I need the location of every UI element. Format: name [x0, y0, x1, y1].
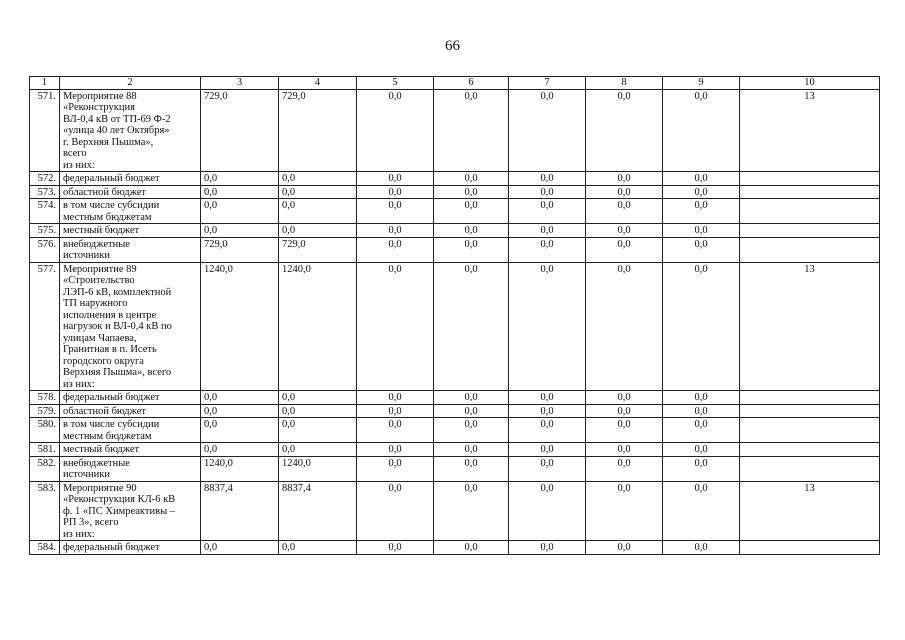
- description-line: федеральный бюджет: [63, 173, 160, 184]
- description-line: Гранитная в п. Исеть: [63, 344, 157, 355]
- cell-col-4: 0,0: [279, 418, 357, 443]
- cell-col-8: 0,0: [586, 185, 663, 199]
- cell-col-5: 0,0: [357, 404, 434, 418]
- cell-col-9: 0,0: [663, 224, 740, 238]
- row-description: [60, 185, 201, 199]
- cell-col-7: 0,0: [509, 172, 586, 186]
- cell-col-10: [740, 172, 880, 186]
- cell-col-3: 729,0: [201, 89, 279, 172]
- cell-col-6: 0,0: [434, 199, 509, 224]
- row-description: [60, 443, 201, 457]
- cell-col-8: 0,0: [586, 89, 663, 172]
- cell-col-9: 0,0: [663, 443, 740, 457]
- description-line: в том числе субсидии: [63, 200, 160, 211]
- row-number: 574.: [30, 199, 60, 224]
- cell-col-5: 0,0: [357, 172, 434, 186]
- description-line: «Реконструкция КЛ-6 кВ: [63, 494, 176, 505]
- column-header: 6: [434, 77, 509, 90]
- cell-col-9: 0,0: [663, 199, 740, 224]
- description-line: г. Верхняя Пышма»,: [63, 136, 154, 148]
- column-header: 1: [30, 77, 60, 90]
- description-line: Мероприятие 88: [63, 90, 137, 102]
- description-line: из них:: [63, 528, 95, 540]
- cell-col-6: 0,0: [434, 89, 509, 172]
- cell-col-5: 0,0: [357, 224, 434, 238]
- description-line: Мероприятие 90: [63, 482, 137, 494]
- cell-col-9: 0,0: [663, 185, 740, 199]
- cell-col-3: 1240,0: [201, 456, 279, 481]
- row-number: 583.: [30, 481, 60, 541]
- cell-col-7: 0,0: [509, 418, 586, 443]
- cell-col-9: 0,0: [663, 481, 740, 541]
- row-number: 573.: [30, 185, 60, 199]
- table-row: [30, 541, 880, 555]
- cell-col-7: 0,0: [509, 391, 586, 405]
- description-line: областной бюджет: [63, 186, 146, 198]
- table-row: [30, 89, 880, 172]
- cell-col-3: 0,0: [201, 199, 279, 224]
- cell-col-4: 8837,4: [279, 481, 357, 541]
- cell-col-6: 0,0: [434, 443, 509, 457]
- description-line: нагрузок и ВЛ-0,4 кВ по: [63, 321, 172, 332]
- cell-col-6: 0,0: [434, 541, 509, 555]
- cell-col-4: 0,0: [279, 185, 357, 199]
- cell-col-5: 0,0: [357, 418, 434, 443]
- cell-col-10: [740, 418, 880, 443]
- cell-col-6: 0,0: [434, 456, 509, 481]
- description-line: улицам Чапаева,: [63, 332, 137, 344]
- cell-col-5: 0,0: [357, 456, 434, 481]
- column-header: 8: [586, 77, 663, 90]
- cell-col-7: 0,0: [509, 199, 586, 224]
- cell-col-10: [740, 224, 880, 238]
- table-row: [30, 185, 880, 199]
- description-line: ф. 1 «ПС Химреактивы –: [63, 505, 175, 517]
- cell-col-10: 13: [740, 481, 880, 541]
- table-body: [30, 77, 880, 555]
- row-number: 580.: [30, 418, 60, 443]
- description-line: Верхняя Пышма», всего: [63, 367, 172, 378]
- cell-col-4: 0,0: [279, 404, 357, 418]
- cell-col-8: 0,0: [586, 404, 663, 418]
- column-header: 2: [60, 77, 201, 90]
- column-header: 10: [740, 77, 880, 90]
- cell-col-3: 0,0: [201, 541, 279, 555]
- page-number: 66: [445, 38, 460, 54]
- row-description: [60, 89, 201, 172]
- description-line: источники: [63, 469, 110, 480]
- table-row: [30, 391, 880, 405]
- cell-col-3: 729,0: [201, 237, 279, 262]
- cell-col-5: 0,0: [357, 481, 434, 541]
- description-line: внебюджетные: [63, 457, 130, 469]
- cell-col-4: 1240,0: [279, 456, 357, 481]
- cell-col-6: 0,0: [434, 262, 509, 391]
- cell-col-4: 729,0: [279, 89, 357, 172]
- cell-col-7: 0,0: [509, 443, 586, 457]
- row-description: [60, 237, 201, 262]
- cell-col-6: 0,0: [434, 224, 509, 238]
- cell-col-3: 0,0: [201, 418, 279, 443]
- table-row: [30, 418, 880, 443]
- cell-col-3: 8837,4: [201, 481, 279, 541]
- cell-col-7: 0,0: [509, 262, 586, 391]
- cell-col-9: 0,0: [663, 262, 740, 391]
- row-number: 577.: [30, 262, 60, 391]
- row-number: 579.: [30, 404, 60, 418]
- cell-col-9: 0,0: [663, 237, 740, 262]
- description-line: из них:: [63, 378, 95, 390]
- table-row: [30, 172, 880, 186]
- row-number: 571.: [30, 89, 60, 172]
- description-line: «Строительство: [63, 275, 135, 286]
- cell-col-5: 0,0: [357, 443, 434, 457]
- cell-col-3: 0,0: [201, 172, 279, 186]
- description-line: местный бюджет: [63, 225, 140, 236]
- budget-table: [29, 76, 880, 555]
- table-row: [30, 199, 880, 224]
- cell-col-6: 0,0: [434, 404, 509, 418]
- cell-col-3: 0,0: [201, 443, 279, 457]
- cell-col-4: 0,0: [279, 199, 357, 224]
- table-row: [30, 443, 880, 457]
- table-row: [30, 481, 880, 541]
- table-row: [30, 262, 880, 391]
- cell-col-5: 0,0: [357, 391, 434, 405]
- cell-col-7: 0,0: [509, 541, 586, 555]
- cell-col-9: 0,0: [663, 456, 740, 481]
- row-description: [60, 418, 201, 443]
- table-row: [30, 237, 880, 262]
- description-line: местным бюджетам: [63, 430, 152, 442]
- cell-col-8: 0,0: [586, 262, 663, 391]
- row-number: 581.: [30, 443, 60, 457]
- table-row: [30, 404, 880, 418]
- row-description: [60, 199, 201, 224]
- description-line: Мероприятие 89: [63, 263, 137, 275]
- cell-col-9: 0,0: [663, 541, 740, 555]
- row-description: [60, 541, 201, 555]
- cell-col-7: 0,0: [509, 185, 586, 199]
- description-line: «улица 40 лет Октября»: [63, 125, 170, 136]
- cell-col-7: 0,0: [509, 481, 586, 541]
- cell-col-10: [740, 456, 880, 481]
- description-line: РП 3», всего: [63, 517, 119, 528]
- cell-col-9: 0,0: [663, 418, 740, 443]
- table-row: [30, 456, 880, 481]
- cell-col-4: 0,0: [279, 443, 357, 457]
- description-line: областной бюджет: [63, 405, 146, 417]
- description-line: «Реконструкция: [63, 102, 135, 113]
- cell-col-4: 0,0: [279, 224, 357, 238]
- row-number: 576.: [30, 237, 60, 262]
- cell-col-8: 0,0: [586, 456, 663, 481]
- cell-col-10: 13: [740, 262, 880, 391]
- table-row: [30, 224, 880, 238]
- cell-col-10: [740, 391, 880, 405]
- column-header: 3: [201, 77, 279, 90]
- cell-col-4: 0,0: [279, 172, 357, 186]
- cell-col-10: [740, 185, 880, 199]
- row-number: 572.: [30, 172, 60, 186]
- cell-col-9: 0,0: [663, 404, 740, 418]
- description-line: в том числе субсидии: [63, 419, 160, 430]
- cell-col-6: 0,0: [434, 481, 509, 541]
- cell-col-10: [740, 443, 880, 457]
- cell-col-7: 0,0: [509, 456, 586, 481]
- description-line: местный бюджет: [63, 444, 140, 455]
- header-row: [30, 77, 880, 90]
- cell-col-8: 0,0: [586, 443, 663, 457]
- description-line: местным бюджетам: [63, 211, 152, 223]
- column-header: 4: [279, 77, 357, 90]
- cell-col-8: 0,0: [586, 172, 663, 186]
- description-line: внебюджетные: [63, 238, 130, 250]
- cell-col-4: 1240,0: [279, 262, 357, 391]
- cell-col-6: 0,0: [434, 418, 509, 443]
- cell-col-8: 0,0: [586, 237, 663, 262]
- cell-col-9: 0,0: [663, 391, 740, 405]
- cell-col-3: 0,0: [201, 391, 279, 405]
- row-description: [60, 224, 201, 238]
- row-description: [60, 391, 201, 405]
- cell-col-4: 729,0: [279, 237, 357, 262]
- row-number: 582.: [30, 456, 60, 481]
- cell-col-8: 0,0: [586, 418, 663, 443]
- cell-col-8: 0,0: [586, 199, 663, 224]
- description-line: ТП наружного: [63, 298, 128, 309]
- description-line: исполнения в центре: [63, 309, 157, 321]
- cell-col-3: 0,0: [201, 404, 279, 418]
- row-description: [60, 481, 201, 541]
- description-line: ЛЭП-6 кВ, комплектной: [63, 286, 172, 298]
- cell-col-7: 0,0: [509, 237, 586, 262]
- column-header: 5: [357, 77, 434, 90]
- cell-col-7: 0,0: [509, 404, 586, 418]
- row-number: 584.: [30, 541, 60, 555]
- cell-col-8: 0,0: [586, 481, 663, 541]
- row-description: [60, 456, 201, 481]
- description-line: городского округа: [63, 355, 144, 367]
- cell-col-9: 0,0: [663, 89, 740, 172]
- column-header: 9: [663, 77, 740, 90]
- cell-col-3: 0,0: [201, 185, 279, 199]
- cell-col-6: 0,0: [434, 237, 509, 262]
- cell-col-9: 0,0: [663, 172, 740, 186]
- cell-col-3: 0,0: [201, 224, 279, 238]
- row-description: [60, 262, 201, 391]
- column-header: 7: [509, 77, 586, 90]
- cell-col-10: [740, 199, 880, 224]
- cell-col-5: 0,0: [357, 199, 434, 224]
- cell-col-8: 0,0: [586, 391, 663, 405]
- cell-col-3: 1240,0: [201, 262, 279, 391]
- cell-col-10: [740, 404, 880, 418]
- description-line: источники: [63, 250, 110, 261]
- description-line: ВЛ-0,4 кВ от ТП-69 Ф-2: [63, 113, 171, 125]
- cell-col-6: 0,0: [434, 172, 509, 186]
- cell-col-8: 0,0: [586, 224, 663, 238]
- cell-col-5: 0,0: [357, 185, 434, 199]
- cell-col-8: 0,0: [586, 541, 663, 555]
- cell-col-6: 0,0: [434, 391, 509, 405]
- description-line: из них:: [63, 159, 95, 171]
- description-line: федеральный бюджет: [63, 392, 160, 403]
- cell-col-4: 0,0: [279, 541, 357, 555]
- cell-col-7: 0,0: [509, 224, 586, 238]
- row-number: 578.: [30, 391, 60, 405]
- cell-col-10: 13: [740, 89, 880, 172]
- cell-col-7: 0,0: [509, 89, 586, 172]
- description-line: федеральный бюджет: [63, 542, 160, 553]
- row-description: [60, 172, 201, 186]
- row-description: [60, 404, 201, 418]
- cell-col-5: 0,0: [357, 89, 434, 172]
- cell-col-5: 0,0: [357, 237, 434, 262]
- cell-col-5: 0,0: [357, 541, 434, 555]
- cell-col-5: 0,0: [357, 262, 434, 391]
- description-line: всего: [63, 148, 87, 159]
- cell-col-10: [740, 237, 880, 262]
- row-number: 575.: [30, 224, 60, 238]
- cell-col-10: [740, 541, 880, 555]
- cell-col-6: 0,0: [434, 185, 509, 199]
- cell-col-4: 0,0: [279, 391, 357, 405]
